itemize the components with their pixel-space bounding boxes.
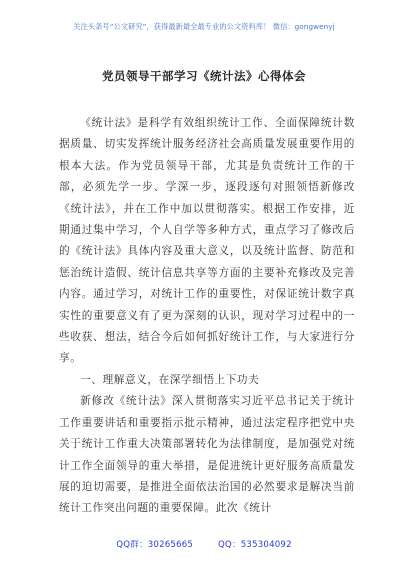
footer-qq-group: QQ群：30265665 [116,540,194,550]
header-promo-note: 关注头条号“公文研究”，获得最新最全最专业的公文资料库！ 微信：gongwenyj [73,22,335,31]
section-heading: 一、理解意义，在深学细悟上下功夫 [80,373,260,386]
intro-paragraph: 《统计法》是科学有效组织统计工作、全面保障统计数据质量、切实发挥统计服务经济社会高质量发展重要作用的根本大法。作为党员领导干部，尤其是负责统计工作的干部，必须先学一步、学深一步，逐段逐句对照领悟新修改《统计法》，并在工作中加以贯彻落实。根据工作安排，近期通过集中学习，个人自学等多种方式，重点学习了修改后的《统计法》具体内容及重大意义，以及统计监督、防范和惩治统计造假、统计信息共享等方面的主要补充修改及完善内容。通过学习，对统计工作的重要性，对保证统计数字真实性的重要意义有了更为深刻的认识，现对学习过程中的一些收获、想法，结合今后如何抓好统计工作，与大家进行分享。 [59,117,355,365]
footer-contact [0,538,408,550]
document-title: 党员领导干部学习《统计法》心得体会 [102,69,306,83]
section-paragraph: 新修改《统计法》深入贯彻落实习近平总书记关于统计工作重要讲话和重要指示批示精神，通过法定程序把党中央关于统计工作重大决策部署转化为法律制度，是加强党对统计工作全面领导的重大举措，是促进统计更好服务高质量发展的迫切需要，是推进全面依法治国的必然要求是解决当前统计工作突出问题的重要保障。此次《统计 [59,395,355,515]
footer-qq-number: QQ：535304092 [218,540,292,550]
document-body [59,113,355,520]
